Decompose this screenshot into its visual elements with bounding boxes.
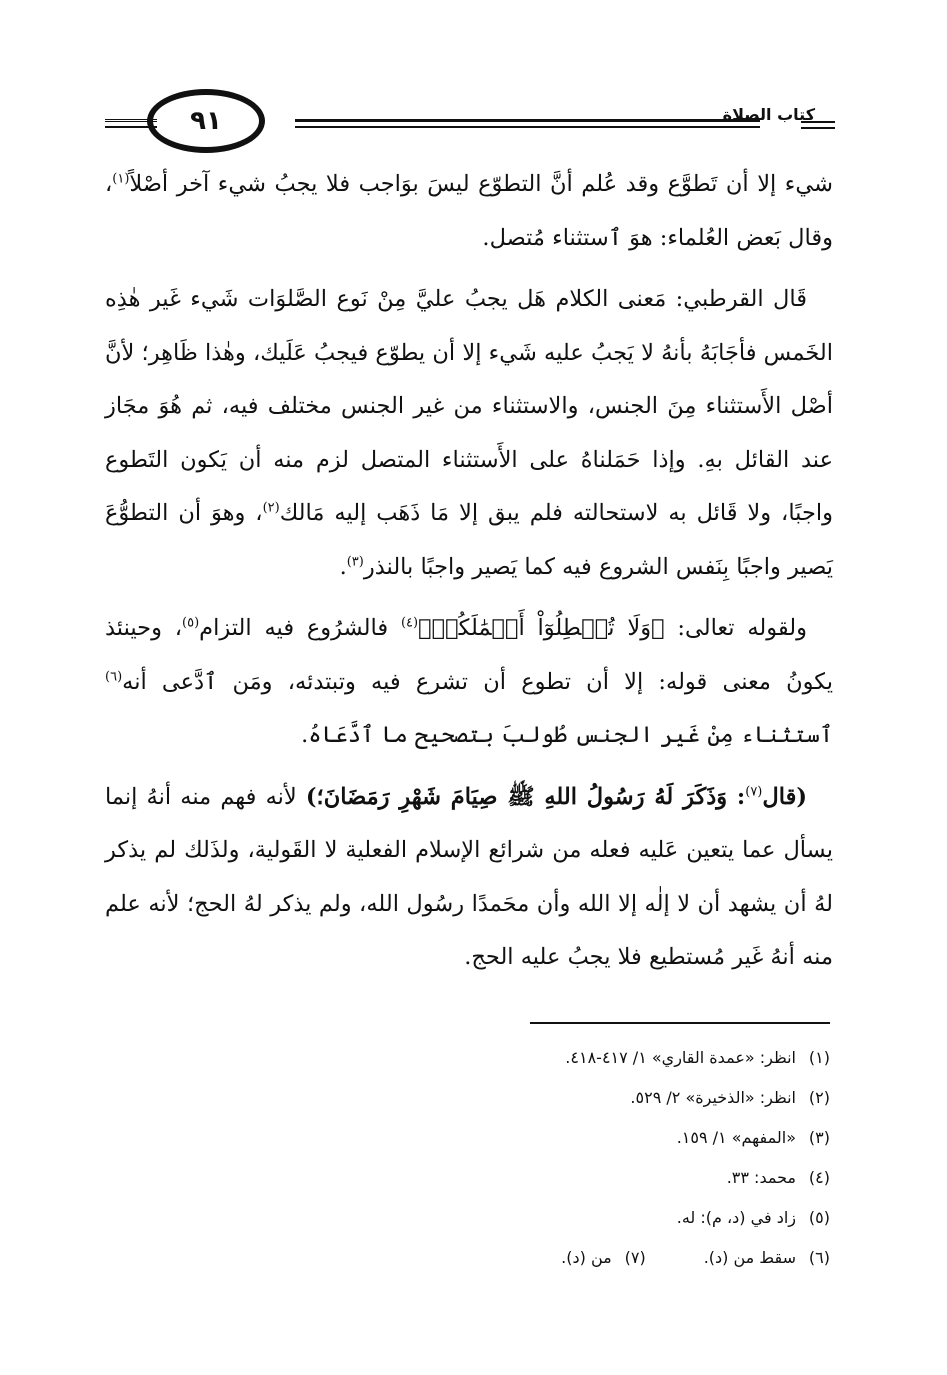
header-rule-right	[801, 121, 835, 129]
footnote-1: (١)انظر: «عمدة القاري» ١/ ٤١٧-٤١٨.	[565, 1048, 830, 1067]
footnote-ref-5: (٥)	[182, 615, 200, 631]
footnote-4: (٤)محمد: ٣٣.	[726, 1168, 830, 1187]
paragraph-4: (قال$^{(٧)}$: وَذَكَرَ لَهُ رَسُولُ اللهِ ﷺ صِيَامَ شَهْرِ رَمَضَانَ؛) لأنه فهم منه أنهُ إنما يسأل عما يتعين عَليه فعله من شرائع الإسلام الفعلية لا القَولية، ولذَلك لم يذكر لهُ أن يشهد أن لا إلٰه إلا الله وأن محَمدًا رسُول الله، ولم يذكر لهُ الحج؛ لأنه علم منه أنهُ غَير مُستطيع فلا يجبُ عليه الحج.	[105, 783, 833, 970]
footnote-separator	[530, 1022, 830, 1024]
footnote-ref-4: (٤)	[400, 615, 419, 631]
running-title: كتاب الصلاة	[722, 105, 815, 124]
footnote-5: (٥)زاد في (د، م): له.	[676, 1208, 830, 1227]
footnote-ref-1: (١)	[112, 171, 130, 187]
paragraph-2: قَال القرطبي: مَعنى الكلام هَل يجبُ عليَّ مِنْ نَوع الصَّلوَات شَيء غَير هٰذِه الخَمس فأجَابَهُ بأنهُ لا يَجبُ عليه شَيء إلا أن يطوّع فيجبُ عَلَيك، وهٰذا ظَاهِر؛ لأنَّ أصْل الأَستثناء مِنَ الجنس، والاستثناء من غير الجنس مختلف فيه، ثم هُوَ مجَاز عند القائل بهِ. وإذا حَمَلناهُ على الأَستثناء المتصل لزم منه أن يَكون التَطوع واجبًا، ولا قَائل به لاستحالته فلم يبق إلا مَا ذَهَب إليه مَالك$^{(٢)}$، وهوَ أن التطوُّعَ يَصير واجبًا بِنَفس الشروع فيه كما يَصير واجبًا بالنذر$^{(٣)}$.	[105, 286, 833, 580]
header-rule	[295, 119, 760, 128]
footnote-ref-3: (٣)	[346, 554, 364, 569]
footnote-6: (٦)سقط من (د).(٧)من (د).	[360, 1238, 830, 1278]
body-text	[105, 158, 833, 985]
paragraph-3: ولقوله تعالى: ﴿وَلَا تُبۡطِلُوٓاْ أَعۡمَٰلَكُمۡ﴾$^{(٤)}$ فالشرُوع فيه التزام$^{(٥)}$، وحينئذ يكونُ معنى قوله: إلا أن تطوع أن تشرع فيه وتبتدئه، ومَن ٱدَّعى أنه$^{(٦)}$ ٱستثناء مِنْ غَير الجنس طُولبَ بتصحيح ما ٱدَّعَاهُ.	[105, 615, 833, 748]
page-number-badge	[147, 89, 265, 153]
footnote-ref-6: (٦)	[105, 669, 123, 684]
footnote-ref-7: (٧)	[745, 784, 763, 799]
page-header	[95, 85, 835, 165]
footnote-3: (٣)«المفهم» ١/ ١٥٩.	[676, 1128, 830, 1147]
footnote-2: (٢)انظر: «الذخيرة» ٢/ ٥٢٩.	[630, 1088, 830, 1107]
footnote-ref-2: (٢)	[262, 500, 280, 516]
page-number: ٩١	[190, 106, 222, 136]
footnote-7: (٧)من (د).	[561, 1248, 646, 1267]
paragraph-1: شيء إلا أن تَطوَّع وقد عُلم أنَّ التطوّع ليسَ بوَاجب فلا يجبُ شيء آخر أصْلاً$^{(١)}$، وقال بَعض العُلماء: هوَ ٱستثناء مُتصل.	[105, 171, 833, 251]
footnotes	[360, 1038, 830, 1278]
